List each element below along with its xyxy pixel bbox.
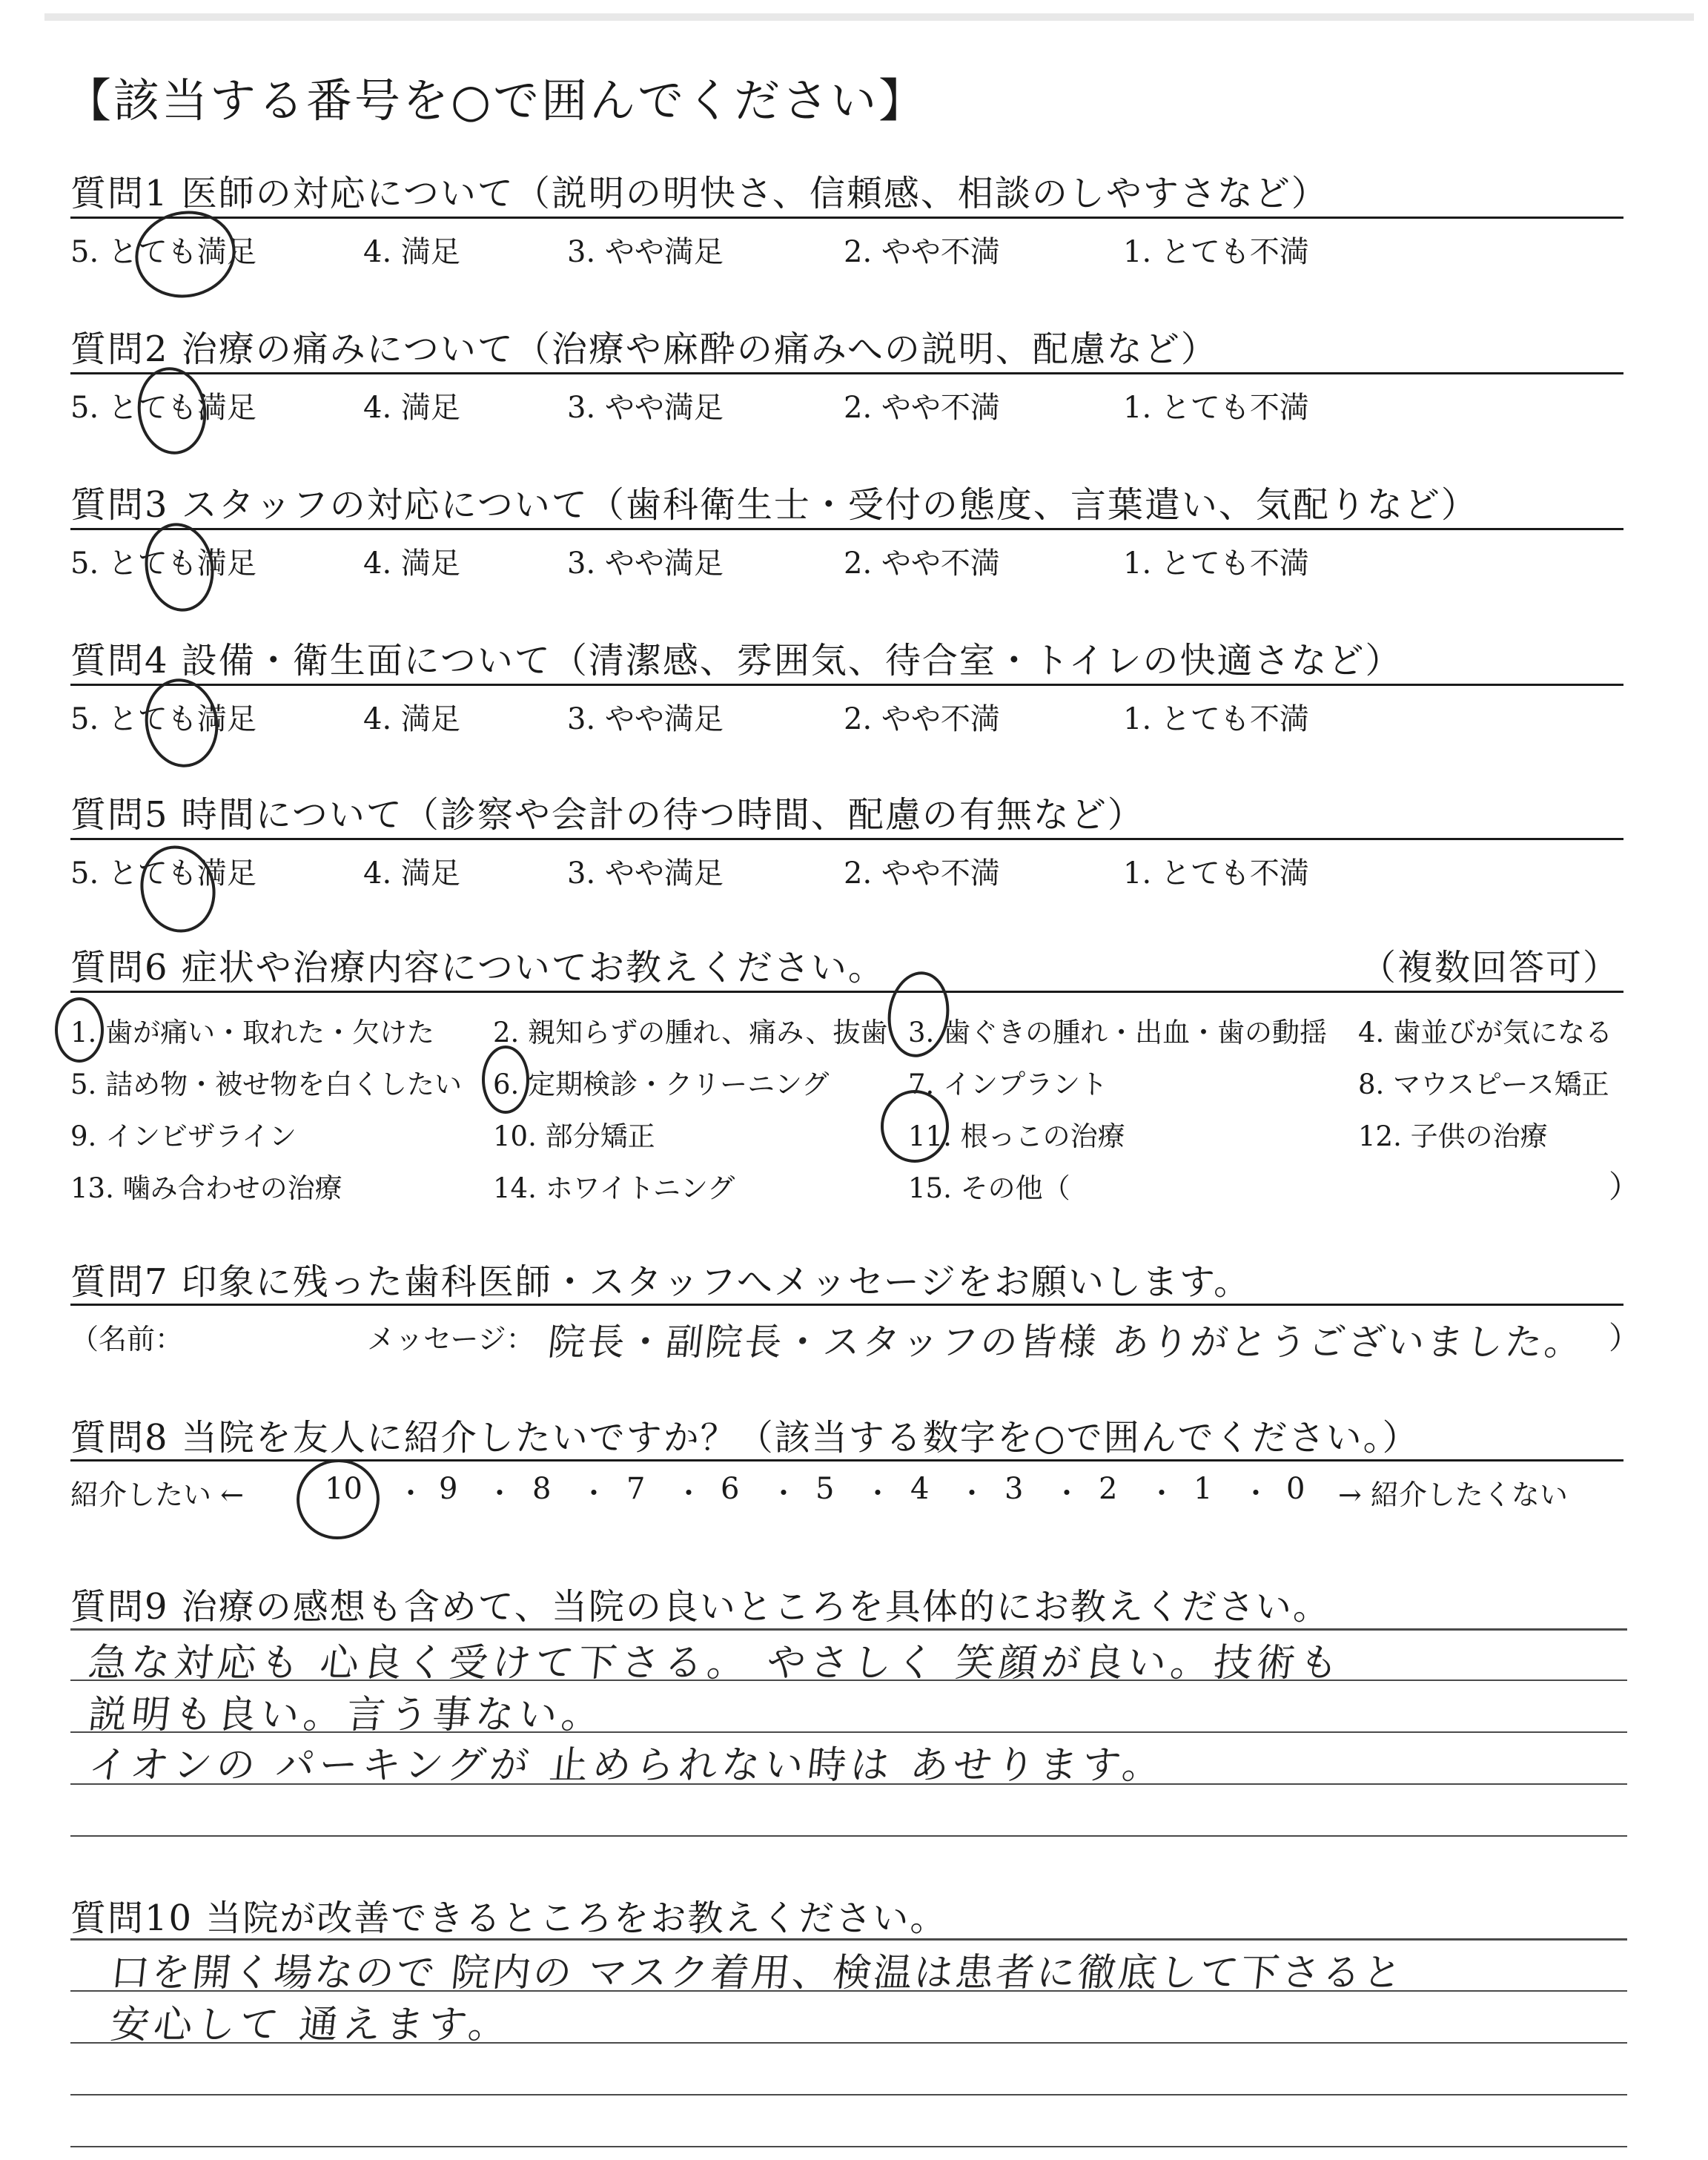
q6-option-7[interactable]: 7. インプラント [908,1069,1108,1100]
q8-scale-4[interactable]: 4 [910,1472,930,1506]
q8-separator: ・ [958,1477,987,1510]
page-title: 【該当する番号を○で囲んでください】 [65,73,927,128]
q3-option-1[interactable]: 1. とても不満 [1123,546,1309,581]
q8-scale-10[interactable]: 10 [325,1472,363,1506]
q9-rule [70,1628,1627,1631]
q2-title: 質問2 治療の痛みについて（治療や麻酔の痛みへの説明、配慮など） [70,328,1218,370]
q8-left-label: 紹介したい ← [70,1479,244,1511]
q1-option-3[interactable]: 3. やや満足 [567,235,724,269]
q6-option-10[interactable]: 10. 部分矯正 [493,1120,655,1152]
q5-option-3[interactable]: 3. やや満足 [567,856,724,891]
answer-line [70,2146,1627,2147]
q9-answer-line-1[interactable]: 急な対応も 心良く受けて下さる。 やさしく 笑顔が良い。技術も [86,1641,1345,1685]
q6-option-13[interactable]: 13. 噛み合わせの治療 [70,1172,342,1204]
q8-scale-6[interactable]: 6 [721,1472,740,1506]
q1-option-2[interactable]: 2. やや不満 [844,235,1000,269]
answer-line [70,1731,1627,1733]
q4-option-5[interactable]: 5. とても満足 [70,702,256,736]
q6-note: （複数回答可） [1360,947,1621,988]
q6-option-1[interactable]: 1. 歯が痛い・取れた・欠けた [70,1017,435,1048]
q2-selection-circle [132,363,212,459]
q6-option-11[interactable]: 11. 根っこの治療 [908,1120,1125,1152]
q4-option-1[interactable]: 1. とても不満 [1123,702,1309,736]
q3-option-4[interactable]: 4. 満足 [363,546,460,581]
q2-option-3[interactable]: 3. やや満足 [567,391,724,425]
q9-answer-line-3[interactable]: イオンの パーキングが 止められない時は あせります。 [86,1743,1168,1788]
answer-line [70,2042,1627,2044]
q7-close-paren: ） [1609,1320,1641,1356]
q6-other-close-paren: ） [1609,1169,1641,1205]
q5-title: 質問5 時間について（診察や会計の待つ時間、配慮の有無など） [70,794,1145,836]
q4-title: 質問4 設備・衛生面について（清潔感、雰囲気、待合室・トイレの快適さなど） [70,640,1403,681]
q8-separator: ・ [864,1477,893,1510]
q3-title: 質問3 スタッフの対応について（歯科衛生士・受付の態度、言葉遣い、気配りなど） [70,484,1478,526]
q8-selection-circle [290,1453,385,1546]
q8-scale-2[interactable]: 2 [1099,1472,1118,1506]
q6-rule [70,991,1623,993]
q10-answer-line-2[interactable]: 安心して 通えます。 [108,2003,514,2047]
q10-rule [70,1938,1627,1941]
q7-message-label: メッセージ： [367,1323,534,1355]
q6-option-4[interactable]: 4. 歯並びが気になる [1358,1017,1613,1048]
q7-message-handwritten[interactable]: 院長・副院長・スタッフの皆様 ありがとうございました。 [546,1321,1586,1364]
q2-rule [70,372,1623,374]
q6-title: 質問6 症状や治療内容についてお教えください。 [70,947,885,988]
q2-option-2[interactable]: 2. やや不満 [844,391,1000,425]
q4-option-3[interactable]: 3. やや満足 [567,702,724,736]
q6-option-3[interactable]: 3. 歯ぐきの腫れ・出血・歯の動揺 [908,1017,1328,1048]
q5-option-1[interactable]: 1. とても不満 [1123,856,1309,891]
q8-title: 質問8 当院を友人に紹介したいですか？（該当する数字を○で囲んでください。） [70,1417,1420,1459]
q10-title: 質問10 当院が改善できるところをお教えください。 [70,1898,947,1939]
q8-separator: ・ [486,1477,514,1510]
q8-separator: ・ [1148,1477,1176,1510]
q6-option-12[interactable]: 12. 子供の治療 [1358,1120,1548,1152]
q3-rule [70,528,1623,530]
q4-option-2[interactable]: 2. やや不満 [844,702,1000,736]
q4-selection-circle [138,673,225,773]
answer-line [70,1783,1627,1785]
answer-line [70,1990,1627,1992]
q8-scale-0[interactable]: 0 [1286,1472,1305,1506]
q8-separator: ・ [397,1477,426,1510]
q7-rule [70,1304,1623,1306]
q10-answer-line-1[interactable]: 口を開く場なので 院内の マスク着用、検温は患者に徹底して下さると [108,1951,1406,1995]
q3-option-3[interactable]: 3. やや満足 [567,546,724,581]
q6-option-8[interactable]: 8. マウスピース矯正 [1358,1069,1609,1100]
q5-rule [70,838,1623,840]
q8-right-label: → 紹介したくない [1338,1479,1568,1511]
q6-selection-circle-6 [482,1046,529,1114]
answer-line [70,2094,1627,2095]
q8-separator: ・ [580,1477,609,1510]
q8-separator: ・ [1242,1477,1271,1510]
q8-scale-3[interactable]: 3 [1004,1472,1024,1506]
q8-separator: ・ [675,1477,704,1510]
q1-option-1[interactable]: 1. とても不満 [1123,235,1309,269]
q6-option-14[interactable]: 14. ホワイトニング [493,1172,735,1204]
q6-option-2[interactable]: 2. 親知らずの腫れ、痛み、抜歯 [493,1017,888,1048]
q4-rule [70,684,1623,686]
q6-selection-circle-1 [55,997,104,1063]
q1-title: 質問1 医師の対応について（説明の明快さ、信頼感、相談のしやすさなど） [70,173,1328,214]
q9-title: 質問9 治療の感想も含めて、当院の良いところを具体的にお教えください。 [70,1586,1330,1628]
q2-option-1[interactable]: 1. とても不満 [1123,391,1309,425]
q6-option-5[interactable]: 5. 詰め物・被せ物を白くしたい [70,1069,463,1100]
q1-rule [70,217,1623,219]
q5-option-5[interactable]: 5. とても満足 [70,856,256,891]
q3-option-5[interactable]: 5. とても満足 [70,546,256,581]
q7-title: 質問7 印象に残った歯科医師・スタッフへメッセージをお願いします。 [70,1261,1251,1303]
q8-rule [70,1459,1623,1462]
answer-line [70,1835,1627,1837]
q8-separator: ・ [1053,1477,1082,1510]
q8-scale-5[interactable]: 5 [815,1472,835,1506]
q1-option-4[interactable]: 4. 満足 [363,235,460,269]
q6-selection-circle-11 [881,1090,949,1163]
q4-option-4[interactable]: 4. 満足 [363,702,460,736]
q8-scale-9[interactable]: 9 [439,1472,458,1506]
q8-scale-1[interactable]: 1 [1194,1472,1213,1506]
answer-line [70,1680,1627,1681]
q7-name-label: （名前： [70,1323,184,1355]
q3-selection-circle [138,518,220,617]
q6-option-9[interactable]: 9. インビザライン [70,1120,297,1152]
q8-scale-8[interactable]: 8 [532,1472,552,1506]
q1-option-5[interactable]: 5. とても満足 [70,235,256,269]
q8-scale-7[interactable]: 7 [626,1472,646,1506]
q5-option-4[interactable]: 4. 満足 [363,856,460,891]
q9-answer-line-2[interactable]: 説明も良い。言う事ない。 [86,1693,607,1737]
q6-option-15[interactable]: 15. その他（ [908,1172,1070,1204]
q3-option-2[interactable]: 2. やや不満 [844,546,1000,581]
q2-option-5[interactable]: 5. とても満足 [70,391,256,425]
q2-option-4[interactable]: 4. 満足 [363,391,460,425]
q5-option-2[interactable]: 2. やや不満 [844,856,1000,891]
q6-option-6[interactable]: 6. 定期検診・クリーニング [493,1069,830,1100]
q8-separator: ・ [769,1477,798,1510]
scan-edge [44,13,1694,21]
